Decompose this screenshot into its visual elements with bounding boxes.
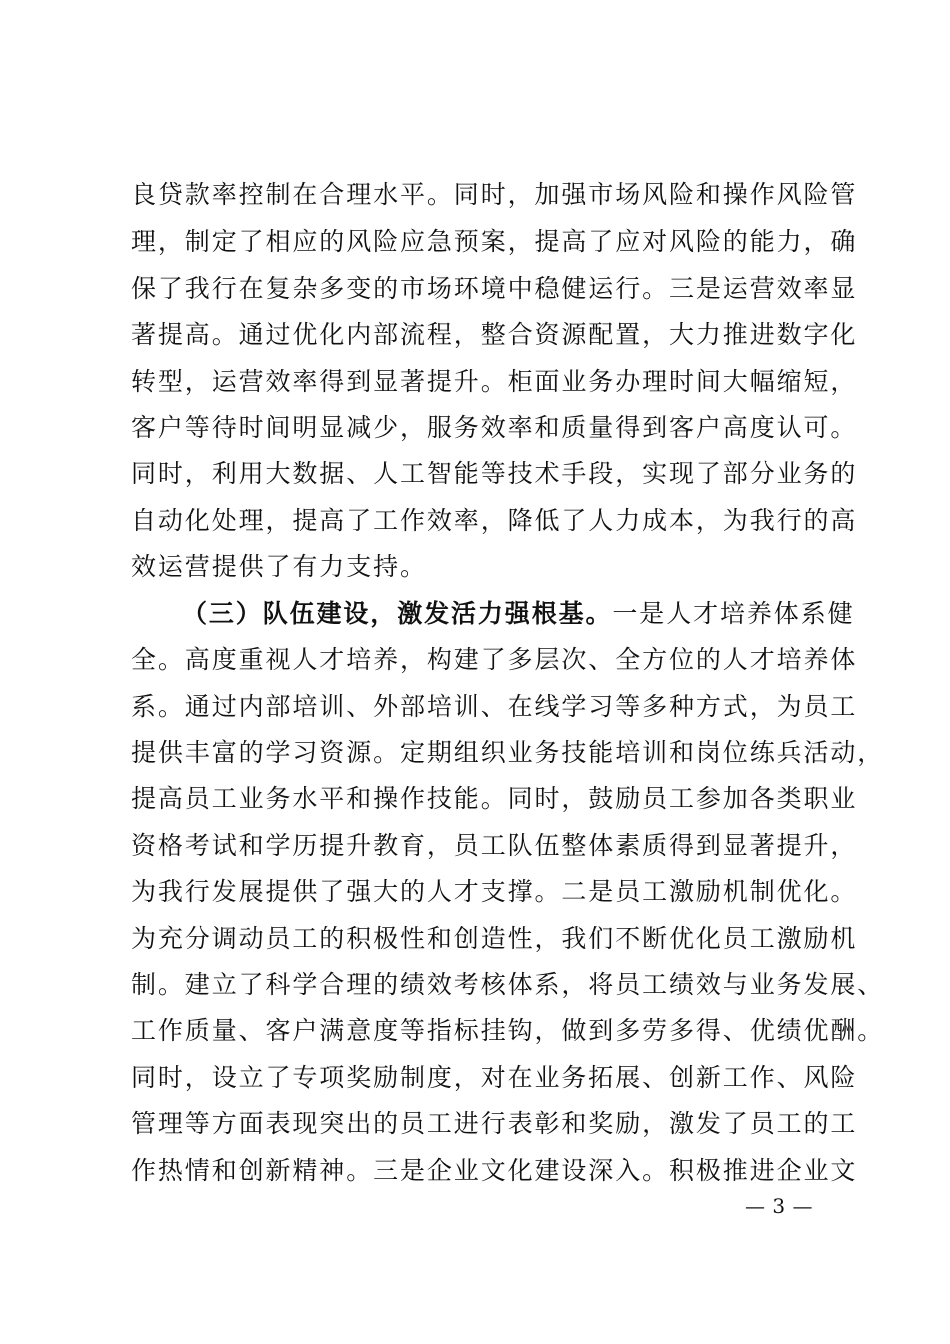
body-text-line: 管理等方面表现突出的员工进行表彰和奖励，激发了员工的工 <box>131 1109 858 1138</box>
body-text-line: 良贷款率控制在合理水平。同时，加强市场风险和操作风险管 <box>131 180 858 209</box>
body-text-line: 工作质量、客户满意度等指标挂钩，做到多劳多得、优绩优酬。 <box>131 1016 885 1045</box>
body-text-line: 提高员工业务水平和操作技能。同时，鼓励员工参加各类职业 <box>131 784 858 813</box>
body-text-line: 系。通过内部培训、外部培训、在线学习等多种方式，为员工 <box>131 692 858 721</box>
body-text-line: 同时，利用大数据、人工智能等技术手段，实现了部分业务的 <box>131 459 858 488</box>
body-text-line: 为充分调动员工的积极性和创造性，我们不断优化员工激励机 <box>131 924 858 953</box>
body-text-line: 资格考试和学历提升教育，员工队伍整体素质得到显著提升， <box>131 831 858 860</box>
body-text-line: 提供丰富的学习资源。定期组织业务技能培训和岗位练兵活动， <box>131 738 885 767</box>
body-text-line: 全。高度重视人才培养，构建了多层次、全方位的人才培养体 <box>131 645 858 674</box>
page-number: — 3 — <box>745 1194 813 1218</box>
body-text-line: 客户等待时间明显减少，服务效率和质量得到客户高度认可。 <box>131 413 858 442</box>
section-heading: （三）队伍建设，激发活力强根基。 <box>182 599 613 628</box>
body-text-line: 保了我行在复杂多变的市场环境中稳健运行。三是运营效率显 <box>131 274 858 303</box>
body-text-line: 效运营提供了有力支持。 <box>131 552 427 581</box>
body-text-line: 自动化处理，提高了工作效率，降低了人力成本，为我行的高 <box>131 506 858 535</box>
body-text-line: 作热情和创新精神。三是企业文化建设深入。积极推进企业文 <box>131 1156 858 1185</box>
body-text-line: 著提高。通过优化内部流程，整合资源配置，大力推进数字化 <box>131 320 858 349</box>
body-text-run: 一是人才培养体系健 <box>612 599 855 628</box>
body-text-line: 为我行发展提供了强大的人才支撑。二是员工激励机制优化。 <box>131 877 858 906</box>
body-text-line: 同时，设立了专项奖励制度，对在业务拓展、创新工作、风险 <box>131 1063 858 1092</box>
body-text-line: 制。建立了科学合理的绩效考核体系，将员工绩效与业务发展、 <box>131 970 885 999</box>
body-text-line: 转型，运营效率得到显著提升。柜面业务办理时间大幅缩短， <box>131 367 858 396</box>
section-heading-line <box>182 599 855 629</box>
body-text-line: 理，制定了相应的风险应急预案，提高了应对风险的能力，确 <box>131 227 858 256</box>
